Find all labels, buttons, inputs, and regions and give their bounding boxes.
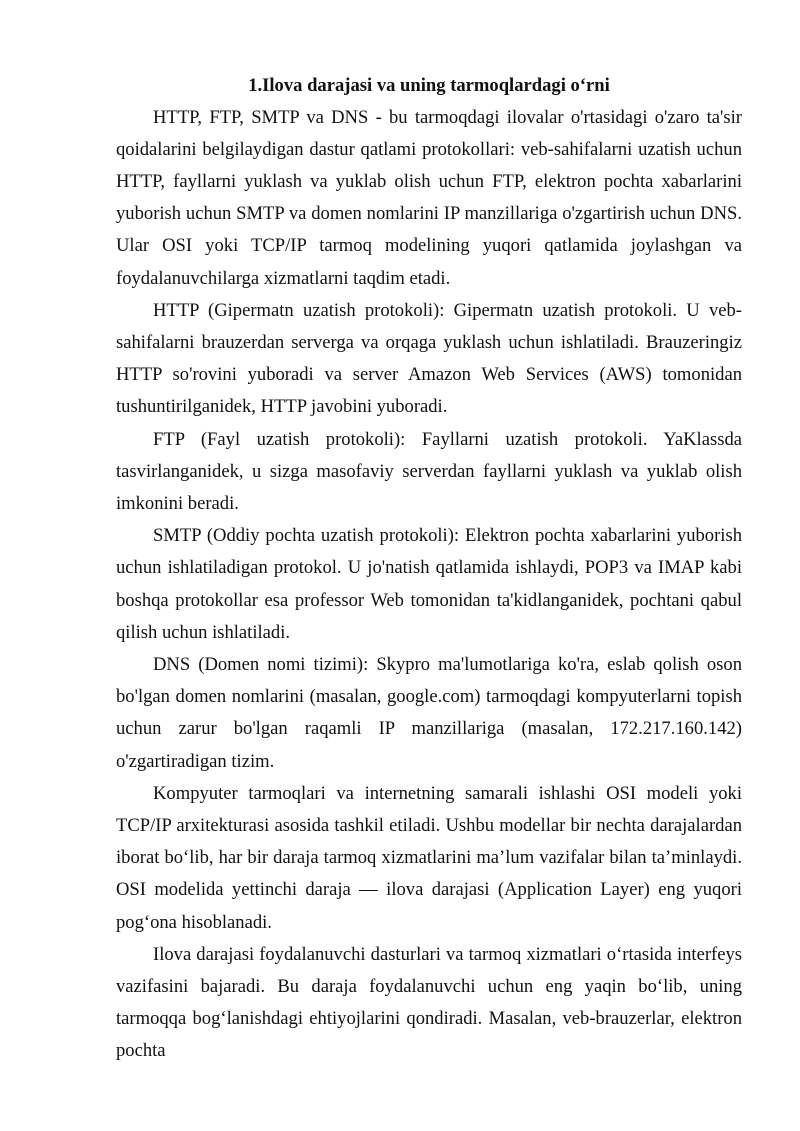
paragraph-smtp: SMTP (Oddiy pochta uzatish protokoli): Elektron pochta xabarlarini yuborish uchun ishlatiladigan protokol. U jo'natish qatlamida ishlaydi, POP3 va IMAP kabi boshqa protokollar esa professor Web tomonidan ta'kidlanganidek, pochtani qabul qilish uchun ishlatiladi. <box>116 525 742 643</box>
section-title: 1.Ilova darajasi va uning tarmoqlardagi o‘rni <box>248 75 610 96</box>
paragraph-dns: DNS (Domen nomi tizimi): Skypro ma'lumotlariga ko'ra, eslab qolish oson bo'lgan domen nomlarini (masalan, google.com) tarmoqdagi kompyuterlarni topish uchun zarur bo'lgan raqamli IP manzillariga (masalan, 172.217.160.142) o'zgartiradigan tizim. <box>116 653 742 772</box>
paragraph-ftp: FTP (Fayl uzatish protokoli): Fayllarni uzatish protokoli. YaKlassda tasvirlanganidek, u sizga masofaviy serverdan fayllarni yuklash va yuklab olish imkonini beradi. <box>116 428 742 514</box>
paragraph-http: HTTP (Gipermatn uzatish protokoli): Gipermatn uzatish protokoli. U veb-sahifalarni brauzerdan serverga va orqaga yuklash uchun ishlatiladi. Brauzeringiz HTTP so'rovini yuboradi va server Amazon Web Services (AWS) tomonidan tushuntirilganidek, HTTP javobini yuboradi. <box>116 299 742 418</box>
paragraph-application-layer: Ilova darajasi foydalanuvchi dasturlari va tarmoq xizmatlari o‘rtasida interfeys vazifasini bajaradi. Bu daraja foydalanuvchi uchun eng yaqin bo‘lib, uning tarmoqqa bog‘lanishdagi ehtiyojlarini qondiradi. Masalan, veb-brauzerlar, elektron pochta <box>116 943 742 1062</box>
paragraph-protocols-overview: HTTP, FTP, SMTP va DNS - bu tarmoqdagi ilovalar o'rtasidagi o'zaro ta'sir qoidalarini belgilaydigan dastur qatlami protokollari: veb-sahifalarni uzatish uchun HTTP, fayllarni yuklash va yuklab olish uchun FTP, elektron pochta xabarlarini yuborish uchun SMTP va domen nomlarini IP manzillariga o'zgartirish uchun DNS. Ular OSI yoki TCP/IP tarmoq modelining yuqori qatlamida joylashgan va foydalanuvchilarga xizmatlarni taqdim etadi. <box>116 106 742 289</box>
paragraph-osi-model: Kompyuter tarmoqlari va internetning samarali ishlashi OSI modeli yoki TCP/IP arxitekturasi asosida tashkil etiladi. Ushbu modellar bir nechta darajalardan iborat bo‘lib, har bir daraja tarmoq xizmatlarini ma’lum vazifalar bilan ta’minlaydi. OSI modelida yettinchi daraja — ilova darajasi (Application Layer) eng yuqori pog‘ona hisoblanadi. <box>116 782 742 933</box>
document-page <box>116 72 742 1068</box>
